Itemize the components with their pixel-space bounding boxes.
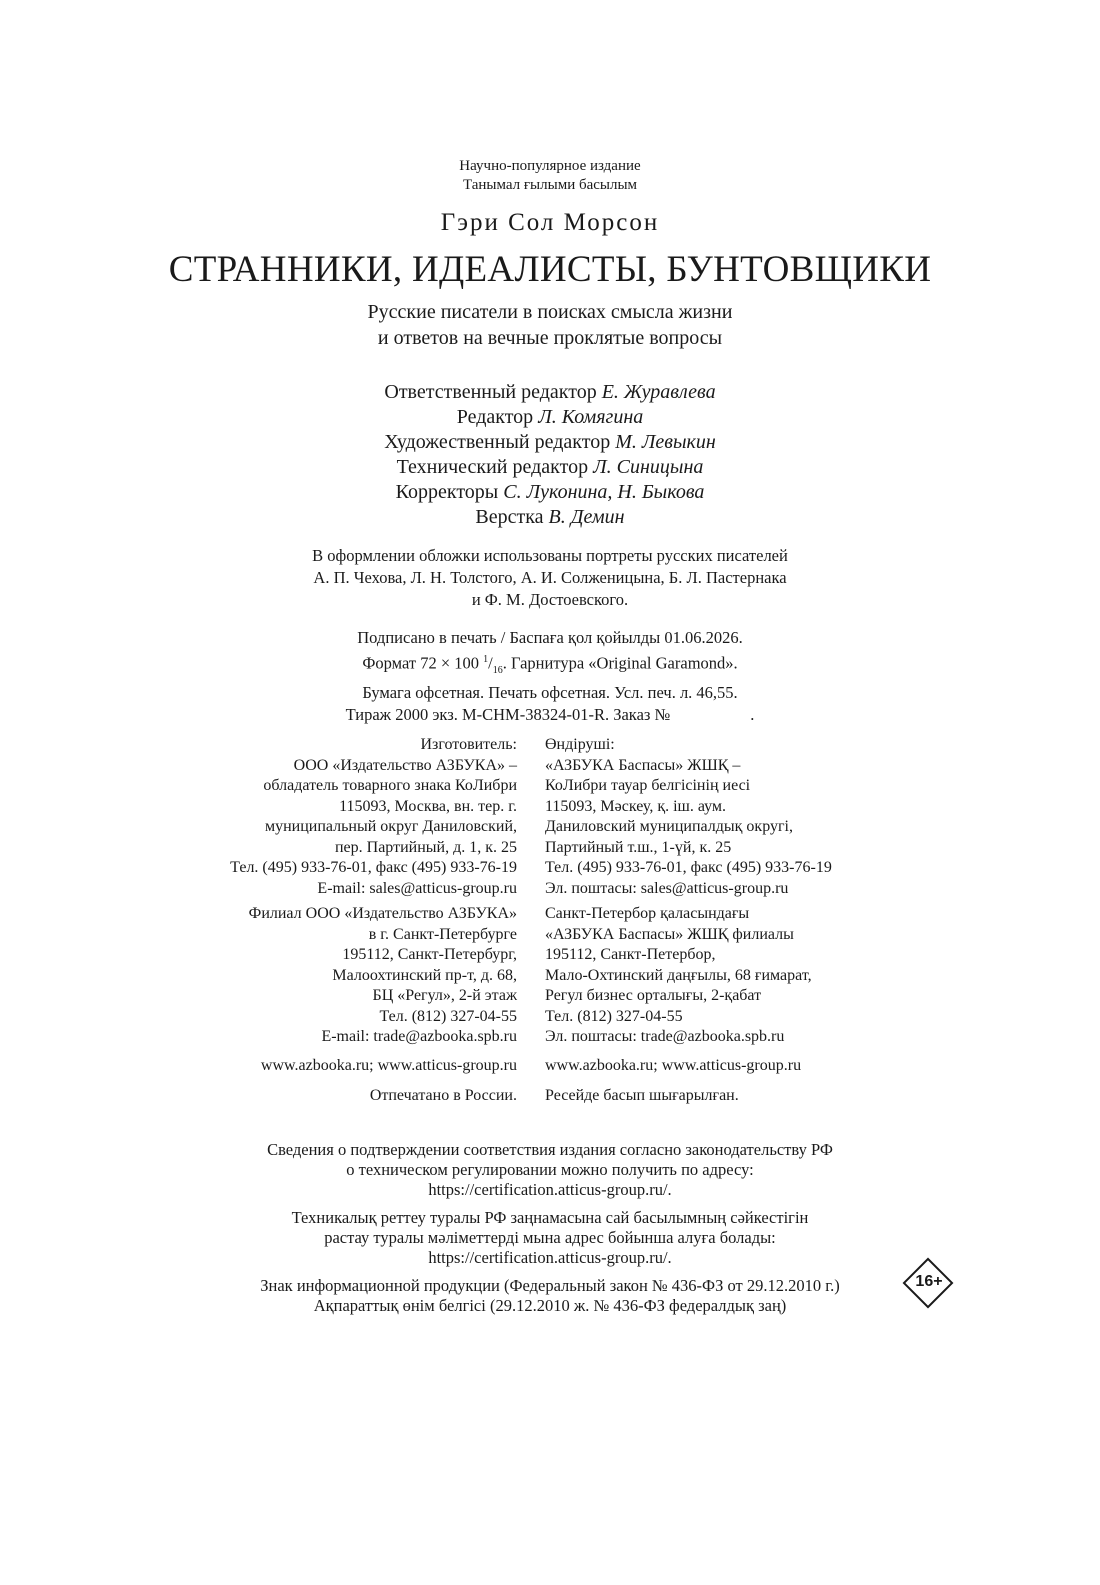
sign-line: Знак информационной продукции (Федеральный закон № 436-ФЗ от 29.12.2010 г.) [260,1276,840,1295]
cert-url: https://certification.atticus-group.ru/. [428,1180,672,1199]
cert-line: о техническом регулировании можно получить по адресу: [346,1160,754,1179]
address-line: муниципальный округ Даниловский, [264,818,517,835]
address-line: БЦ «Регул», 2-й этаж [372,987,517,1004]
credit-person: Л. Синицына [593,456,704,478]
phone-line: Тел. (495) 933-76-01, факс (495) 933-76-19 [545,859,832,876]
address-line: «АЗБУКА Баспасы» ЖШҚ филиалы [545,925,794,943]
address-line: в г. Санкт-Петербурге [368,925,517,943]
credit-role: Корректоры [395,481,499,503]
email-line: E-mail: sales@atticus-group.ru [317,879,517,897]
genre-label [0,157,1100,195]
printed-line: Отпечатано в России. [369,1087,517,1104]
address-line: Өндіруші: [545,736,615,753]
run-line [0,704,1100,726]
credit-person: С. Луконина, Н. Быкова [503,481,705,503]
phone-line: Тел. (495) 933-76-01, факс (495) 933-76-19 [230,859,517,876]
paper-line: Бумага офсетная. Печать офсетная. Усл. печ. л. 46,55. [362,682,738,702]
credit-line [0,505,1100,530]
address-line: Мало-Охтинский даңғылы, 68 ғимарат, [545,966,812,984]
branch-ru [249,904,517,1048]
credit-line [0,455,1100,480]
address-line: Изготовитель: [420,736,517,753]
address-line: «АЗБУКА Баспасы» ЖШҚ – [545,756,741,774]
cert-line: растау туралы мәліметтерді мына адрес бойынша алуға болады: [324,1228,776,1247]
credit-line [0,430,1100,455]
manufacturer-kz [545,735,832,899]
format-line: Формат 72 × 100 $^1/_{16}$. Гарнитура «Original Garamond». [362,653,738,676]
credit-role: Технический редактор [396,456,589,478]
email-line: Эл. поштасы: sales@atticus-group.ru [545,879,789,897]
credit-line [0,405,1100,430]
cover-note [0,545,1100,611]
credit-person: Л. Комягина [538,406,644,428]
certification-ru [0,1140,1100,1200]
address-line: обладатель товарного знака КоЛибри [263,777,517,794]
print-info [0,627,1100,726]
email-line: E-mail: trade@azbooka.spb.ru [321,1028,517,1045]
address-line: КоЛибри тауар белгісінің иесі [545,777,751,794]
web-line: www.azbooka.ru; www.atticus-group.ru [545,1057,802,1074]
genre-ru: Научно-популярное издание [459,158,641,174]
phone-line: Тел. (812) 327-04-55 [379,1007,517,1025]
certification-kz [0,1208,1100,1268]
age-rating-badge [905,1260,953,1308]
branch-kz [545,904,812,1048]
address-line: 195112, Санкт-Петербург, [342,946,517,963]
address-line: Регул бизнес орталығы, 2-қабат [545,987,762,1004]
address-line: Даниловский муниципалдық округі, [545,818,793,835]
address-line: 115093, Мәскеу, қ. іш. аум. [545,797,727,815]
genre-kz: Танымал ғылыми басылым [462,177,638,193]
credit-line [0,380,1100,405]
format-denominator: 16 [492,664,503,676]
credit-person: Е. Журавлева [601,381,716,403]
credit-role: Художественный редактор [384,431,611,453]
cert-line: Сведения о подтверждении соответствия издания согласно законодательству РФ [267,1140,833,1159]
printed-kz [545,1086,739,1107]
signed-line: Подписано в печать / Баспаға қол қойылды 01.06.2026. [357,628,743,647]
cover-note-line: В оформлении обложки использованы портреты русских писателей [312,546,788,565]
web-line: www.azbooka.ru; www.atticus-group.ru [260,1057,517,1074]
phone-line: Тел. (812) 327-04-55 [545,1007,683,1025]
cover-note-line: и Ф. М. Достоевского. [471,590,629,609]
email-line: Эл. поштасы: trade@azbooka.spb.ru [545,1028,785,1045]
subtitle-line: Русские писатели в поисках смысла жизни [367,301,733,323]
credit-role: Верстка [475,506,544,528]
author-name: Гэри Сол Морсон [440,209,660,236]
printed-line: Ресейде басып шығарылған. [545,1087,739,1104]
book-subtitle [0,299,1100,351]
address-line: Малоохтинский пр-т, д. 68, [332,966,517,984]
subtitle-line: и ответов на вечные проклятые вопросы [377,327,723,349]
cert-url: https://certification.atticus-group.ru/. [428,1248,672,1267]
format-suffix: . Гарнитура «Original Garamond». [502,653,738,673]
credit-line [0,480,1100,505]
manufacturer-ru [230,735,517,899]
address-line: 195112, Санкт-Петербор, [545,946,716,963]
format-numerator: 1 [483,654,489,665]
credits-list [0,380,1100,530]
credit-person: М. Левыкин [615,431,716,453]
printed-ru [370,1086,517,1107]
age-rating-label: 16+ [915,1273,943,1290]
address-line: пер. Партийный, д. 1, к. 25 [334,838,517,856]
credit-person: В. Демин [548,506,625,528]
credit-role: Ответственный редактор [384,381,597,403]
book-title: СТРАННИКИ, ИДЕАЛИСТЫ, БУНТОВЩИКИ [168,249,932,290]
web-kz [545,1056,801,1077]
address-line: 115093, Москва, вн. тер. г. [339,797,517,815]
cert-line: Техникалық реттеу туралы РФ заңнамасына сай басылымның сәйкестігін [291,1208,809,1227]
format-prefix: Формат 72 × 100 [362,653,479,673]
address-line: ООО «Издательство АЗБУКА» – [293,756,517,774]
web-ru [261,1056,517,1077]
run-text: Тираж 2000 экз. M-CHM-38324-01-R. Заказ № [345,704,671,724]
credit-role: Редактор [456,406,534,428]
address-line: Партийный т.ш., 1-үй, к. 25 [545,838,732,856]
run-end: . [750,704,755,724]
sign-line: Ақпараттық өнім белгісі (29.12.2010 ж. № 436-ФЗ федералдық заң) [313,1296,787,1315]
address-line: Филиал ООО «Издательство АЗБУКА» [248,905,517,922]
address-line: Санкт-Петербор қаласындағы [545,905,750,922]
cover-note-line: А. П. Чехова, Л. Н. Толстого, А. И. Солженицына, Б. Л. Пастернака [313,568,787,587]
